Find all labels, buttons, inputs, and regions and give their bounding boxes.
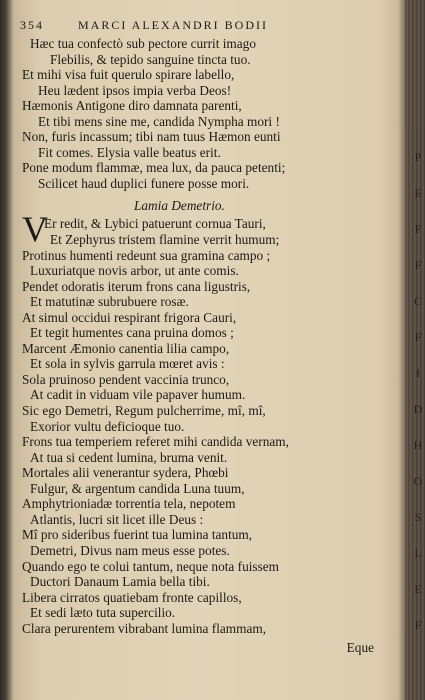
page-header xyxy=(22,18,382,36)
verse-line: Et matutinæ subrubuere rosæ. xyxy=(30,294,189,310)
verse-line: Pone modum flammæ, mea lux, da pauca petenti; xyxy=(22,160,286,176)
verse-line: Hæmonis Antigone diro damnata parenti, xyxy=(22,98,242,114)
poem-2 xyxy=(22,209,382,636)
page-number: 354 xyxy=(20,18,44,32)
verse-line: Ductori Danaum Lamia bella tibi. xyxy=(30,574,210,590)
verse-line: Frons tua temperiem referet mihi candida vernam, xyxy=(22,434,289,450)
edge-letter: I xyxy=(416,366,420,380)
verse-line: Atlantis, lucri sit licet ille Deus : xyxy=(30,511,204,527)
verse-line: Protinus humenti redeunt sua gramina campo ; xyxy=(22,247,271,263)
edge-letter: F xyxy=(414,330,422,344)
edge-letter: E xyxy=(414,582,422,596)
edge-letter: L xyxy=(414,546,422,560)
poem-title: Lamia Demetrio. xyxy=(134,198,225,214)
poem-1 xyxy=(22,36,382,191)
verse-line: Sola pruinoso pendent vaccinia trunco, xyxy=(22,371,230,387)
verse-line: Clara perurentem vibrabant lumina flammam, xyxy=(22,620,267,636)
edge-letter: E xyxy=(414,186,422,200)
edge-letter: F xyxy=(414,618,422,632)
verse-line: Et Zephyrus tristem flamine verrit humum; xyxy=(50,232,280,248)
verse-line: Luxuriatque novis arbor, ut ante comis. xyxy=(30,263,239,279)
edge-letter: S xyxy=(414,510,422,524)
verse-line: Et tegit humentes cana pruina domos ; xyxy=(30,325,234,341)
verse-line: Et tibi mens sine me, candida Nympha mori ! xyxy=(38,113,280,129)
edge-letter: D xyxy=(413,402,423,416)
edge-letter: C xyxy=(413,294,422,308)
drop-cap: V xyxy=(22,209,48,250)
verse-line: Marcent Æmonio canentia lilia campo, xyxy=(22,340,230,356)
verse-line: Sic ego Demetri, Regum pulcherrime, mî, mî, xyxy=(22,403,266,419)
verse-line: Quando ego te colui tantum, neque nota fuissem xyxy=(22,558,280,574)
edge-letter: F xyxy=(414,258,422,272)
book-page xyxy=(22,18,382,688)
edge-letter: F xyxy=(414,222,422,236)
verse-line: Amphytrioniadæ torrentia tela, nepotem xyxy=(22,496,236,512)
verse-line: Pendet odoratis iterum frons cana ligustris, xyxy=(22,278,251,294)
verse-line: At simul occidui respirant frigora Cauri, xyxy=(22,309,237,325)
verse-line: Hæc tua confectò sub pectore currit imago xyxy=(30,36,256,51)
verse-line: Et sedi læto tuta supercilio. xyxy=(30,605,176,621)
edge-letter: P xyxy=(414,150,422,164)
verse-line-text: Er redit, & Lybici patuerunt cornua Tauri, xyxy=(44,216,266,232)
verse-line: Fulgur, & argentum candida Luna tuum, xyxy=(30,480,245,496)
edge-letter: O xyxy=(413,474,423,488)
verse-line: Flebilis, & tepido sanguine tincta tuo. xyxy=(50,51,251,67)
verse-line: Heu lædent ipsos impia verba Deos! xyxy=(38,82,232,98)
verse-line: At cadit in viduam vile papaver humum. xyxy=(30,387,246,403)
edge-letter: H xyxy=(413,438,423,452)
running-title: MARCI ALEXANDRI BODII xyxy=(78,18,268,32)
verse-line: Exorior vultu deficioque tuo. xyxy=(30,418,185,434)
verse-line: Scilicet haud duplici funere posse mori. xyxy=(38,175,250,191)
verse-line: Non, furis incassum; tibi nam tuus Hæmon eunti xyxy=(22,129,281,145)
next-page-edge xyxy=(405,0,425,700)
catchword: Eque xyxy=(346,640,374,655)
verse-line: Fit comes. Elysia valle beatus erit. xyxy=(38,144,221,160)
verse-line: At tua si cedent lumina, bruma venit. xyxy=(30,449,228,465)
verse-line: Et mihi visa fuit querulo spirare labello, xyxy=(22,67,235,83)
verse-line: Et sola in sylvis garrula mœret avis : xyxy=(30,356,225,372)
verse-line: Demetri, Divus nam meus esse potes. xyxy=(30,542,230,558)
verse-line: Libera cirratos quatiebam fronte capillos, xyxy=(22,589,242,605)
verse-line: Mortales alii venerantur sydera, Phœbi xyxy=(22,465,229,481)
verse-line: Mî pro sideribus fuerint tua lumina tantum, xyxy=(22,527,253,543)
